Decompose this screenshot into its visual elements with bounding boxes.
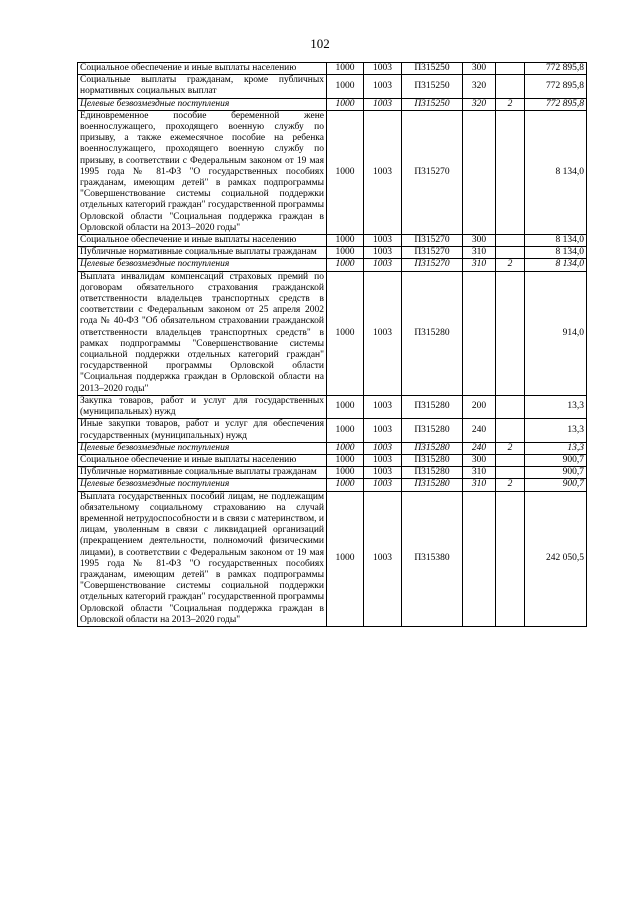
row-description: Социальные выплаты гражданам, кроме публичных нормативных социальных выплат (78, 75, 327, 98)
row-target-article: П315280 (402, 395, 463, 418)
row-amount: 13,3 (525, 395, 587, 418)
row-amount: 13,3 (525, 442, 587, 454)
row-section: 1000 (327, 479, 364, 491)
row-amount: 900,7 (525, 454, 587, 466)
row-expense-type: 310 (463, 479, 496, 491)
row-funding-source (496, 110, 525, 234)
row-amount: 772 895,8 (525, 75, 587, 98)
row-amount: 8 134,0 (525, 235, 587, 247)
row-description: Выплата инвалидам компенсаций страховых премий по договорам обязательного страхования гражданской ответственности владельцев транспортных средств в соответствии с Федеральным законом от 25 апреля 2002 года № 40-ФЗ "Об обязательном страховании гражданской ответственности владельцев транспортных средств" в рамках подпрограммы "Совершенствование системы социальной поддержки отдельных категорий граждан" государственной программы Орловской области "Социальная поддержка граждан в Орловской области на 2013–2020 годы" (78, 271, 327, 395)
row-target-article: П315280 (402, 442, 463, 454)
row-description: Целевые безвозмездные поступления (78, 442, 327, 454)
row-amount: 772 895,8 (525, 63, 587, 75)
row-expense-type: 300 (463, 63, 496, 75)
row-expense-type: 300 (463, 454, 496, 466)
row-description: Социальное обеспечение и иные выплаты населению (78, 63, 327, 75)
row-section: 1000 (327, 110, 364, 234)
row-description: Выплата государственных пособий лицам, не подлежащим обязательному социальному страхованию на случай временной нетрудоспособности и в связи с материнством, и лицам, уволенным в связи с ликвидацией организаций (прекращением деятельности, полномочий физическими лицами), в соответствии с Федеральным законом от 19 мая 1995 года № 81-ФЗ "О государственных пособиях гражданам, имеющим детей" в рамках подпрограммы "Совершенствование системы социальной поддержки отдельных категорий граждан" государственной программы Орловской области "Социальная поддержка граждан в Орловской области на 2013–2020 годы" (78, 491, 327, 626)
row-expense-type: 240 (463, 442, 496, 454)
row-funding-source (496, 63, 525, 75)
row-funding-source: 2 (496, 98, 525, 110)
row-funding-source: 2 (496, 479, 525, 491)
row-section: 1000 (327, 75, 364, 98)
row-expense-type: 300 (463, 235, 496, 247)
table-row (78, 467, 587, 479)
table-row (78, 479, 587, 491)
row-target-article: П315280 (402, 454, 463, 466)
row-target-article: П315270 (402, 235, 463, 247)
row-subsection: 1003 (364, 259, 402, 271)
row-expense-type (463, 271, 496, 395)
row-funding-source (496, 271, 525, 395)
row-description: Социальное обеспечение и иные выплаты населению (78, 235, 327, 247)
row-funding-source (496, 467, 525, 479)
row-amount: 914,0 (525, 271, 587, 395)
row-subsection: 1003 (364, 395, 402, 418)
row-section: 1000 (327, 491, 364, 626)
row-funding-source (496, 454, 525, 466)
row-description: Закупка товаров, работ и услуг для государственных (муниципальных) нужд (78, 395, 327, 418)
row-description: Единовременное пособие беременной жене военнослужащего, проходящего военную службу по призыву, а также ежемесячное пособие на ребенка военнослужащего, проходящего военную службу по призыву, в соответствии с Федеральным законом от 19 мая 1995 года № 81-ФЗ "О государственных пособиях гражданам, имеющим детей" в рамках подпрограммы "Совершенствование системы социальной поддержки отдельных категорий граждан" государственной программы Орловской области "Социальная поддержка граждан в Орловской области на 2013–2020 годы" (78, 110, 327, 234)
row-description: Публичные нормативные социальные выплаты гражданам (78, 247, 327, 259)
row-section: 1000 (327, 467, 364, 479)
table-row (78, 419, 587, 442)
row-expense-type: 320 (463, 75, 496, 98)
row-funding-source: 2 (496, 442, 525, 454)
row-target-article: П315280 (402, 479, 463, 491)
row-section: 1000 (327, 259, 364, 271)
budget-table-body (78, 63, 587, 627)
row-subsection: 1003 (364, 63, 402, 75)
row-expense-type: 310 (463, 247, 496, 259)
table-row (78, 63, 587, 75)
row-funding-source: 2 (496, 259, 525, 271)
row-section: 1000 (327, 247, 364, 259)
row-funding-source (496, 395, 525, 418)
row-subsection: 1003 (364, 271, 402, 395)
row-funding-source (496, 247, 525, 259)
row-amount: 772 895,8 (525, 98, 587, 110)
row-subsection: 1003 (364, 247, 402, 259)
table-row (78, 491, 587, 626)
row-funding-source (496, 75, 525, 98)
row-expense-type: 200 (463, 395, 496, 418)
row-target-article: П315280 (402, 271, 463, 395)
row-amount: 8 134,0 (525, 247, 587, 259)
row-expense-type (463, 491, 496, 626)
row-target-article: П315270 (402, 247, 463, 259)
row-section: 1000 (327, 271, 364, 395)
table-row (78, 259, 587, 271)
row-subsection: 1003 (364, 235, 402, 247)
row-target-article: П315280 (402, 419, 463, 442)
row-target-article: П315380 (402, 491, 463, 626)
row-funding-source (496, 235, 525, 247)
table-row (78, 442, 587, 454)
row-section: 1000 (327, 235, 364, 247)
row-section: 1000 (327, 98, 364, 110)
row-expense-type: 310 (463, 467, 496, 479)
row-section: 1000 (327, 395, 364, 418)
row-subsection: 1003 (364, 479, 402, 491)
row-amount: 13,3 (525, 419, 587, 442)
row-description: Целевые безвозмездные поступления (78, 259, 327, 271)
row-expense-type: 310 (463, 259, 496, 271)
row-target-article: П315250 (402, 75, 463, 98)
row-amount: 900,7 (525, 467, 587, 479)
table-row (78, 271, 587, 395)
table-row (78, 110, 587, 234)
row-subsection: 1003 (364, 110, 402, 234)
row-description: Публичные нормативные социальные выплаты гражданам (78, 467, 327, 479)
row-subsection: 1003 (364, 419, 402, 442)
table-row (78, 395, 587, 418)
row-subsection: 1003 (364, 442, 402, 454)
row-description: Целевые безвозмездные поступления (78, 98, 327, 110)
table-row (78, 247, 587, 259)
row-funding-source (496, 491, 525, 626)
budget-table (77, 62, 587, 627)
row-subsection: 1003 (364, 98, 402, 110)
row-amount: 8 134,0 (525, 110, 587, 234)
table-row (78, 98, 587, 110)
row-expense-type: 240 (463, 419, 496, 442)
row-subsection: 1003 (364, 467, 402, 479)
row-expense-type: 320 (463, 98, 496, 110)
row-target-article: П315280 (402, 467, 463, 479)
row-subsection: 1003 (364, 491, 402, 626)
row-expense-type (463, 110, 496, 234)
row-description: Социальное обеспечение и иные выплаты населению (78, 454, 327, 466)
page-number: 102 (310, 36, 330, 51)
row-section: 1000 (327, 419, 364, 442)
row-target-article: П315250 (402, 63, 463, 75)
row-amount: 8 134,0 (525, 259, 587, 271)
row-section: 1000 (327, 442, 364, 454)
table-row (78, 454, 587, 466)
row-section: 1000 (327, 63, 364, 75)
row-amount: 242 050,5 (525, 491, 587, 626)
row-funding-source (496, 419, 525, 442)
row-target-article: П315250 (402, 98, 463, 110)
row-subsection: 1003 (364, 454, 402, 466)
row-section: 1000 (327, 454, 364, 466)
table-row (78, 75, 587, 98)
row-subsection: 1003 (364, 75, 402, 98)
table-row (78, 235, 587, 247)
row-target-article: П315270 (402, 110, 463, 234)
row-description: Целевые безвозмездные поступления (78, 479, 327, 491)
row-amount: 900,7 (525, 479, 587, 491)
row-target-article: П315270 (402, 259, 463, 271)
row-description: Иные закупки товаров, работ и услуг для обеспечения государственных (муниципальных) нужд (78, 419, 327, 442)
